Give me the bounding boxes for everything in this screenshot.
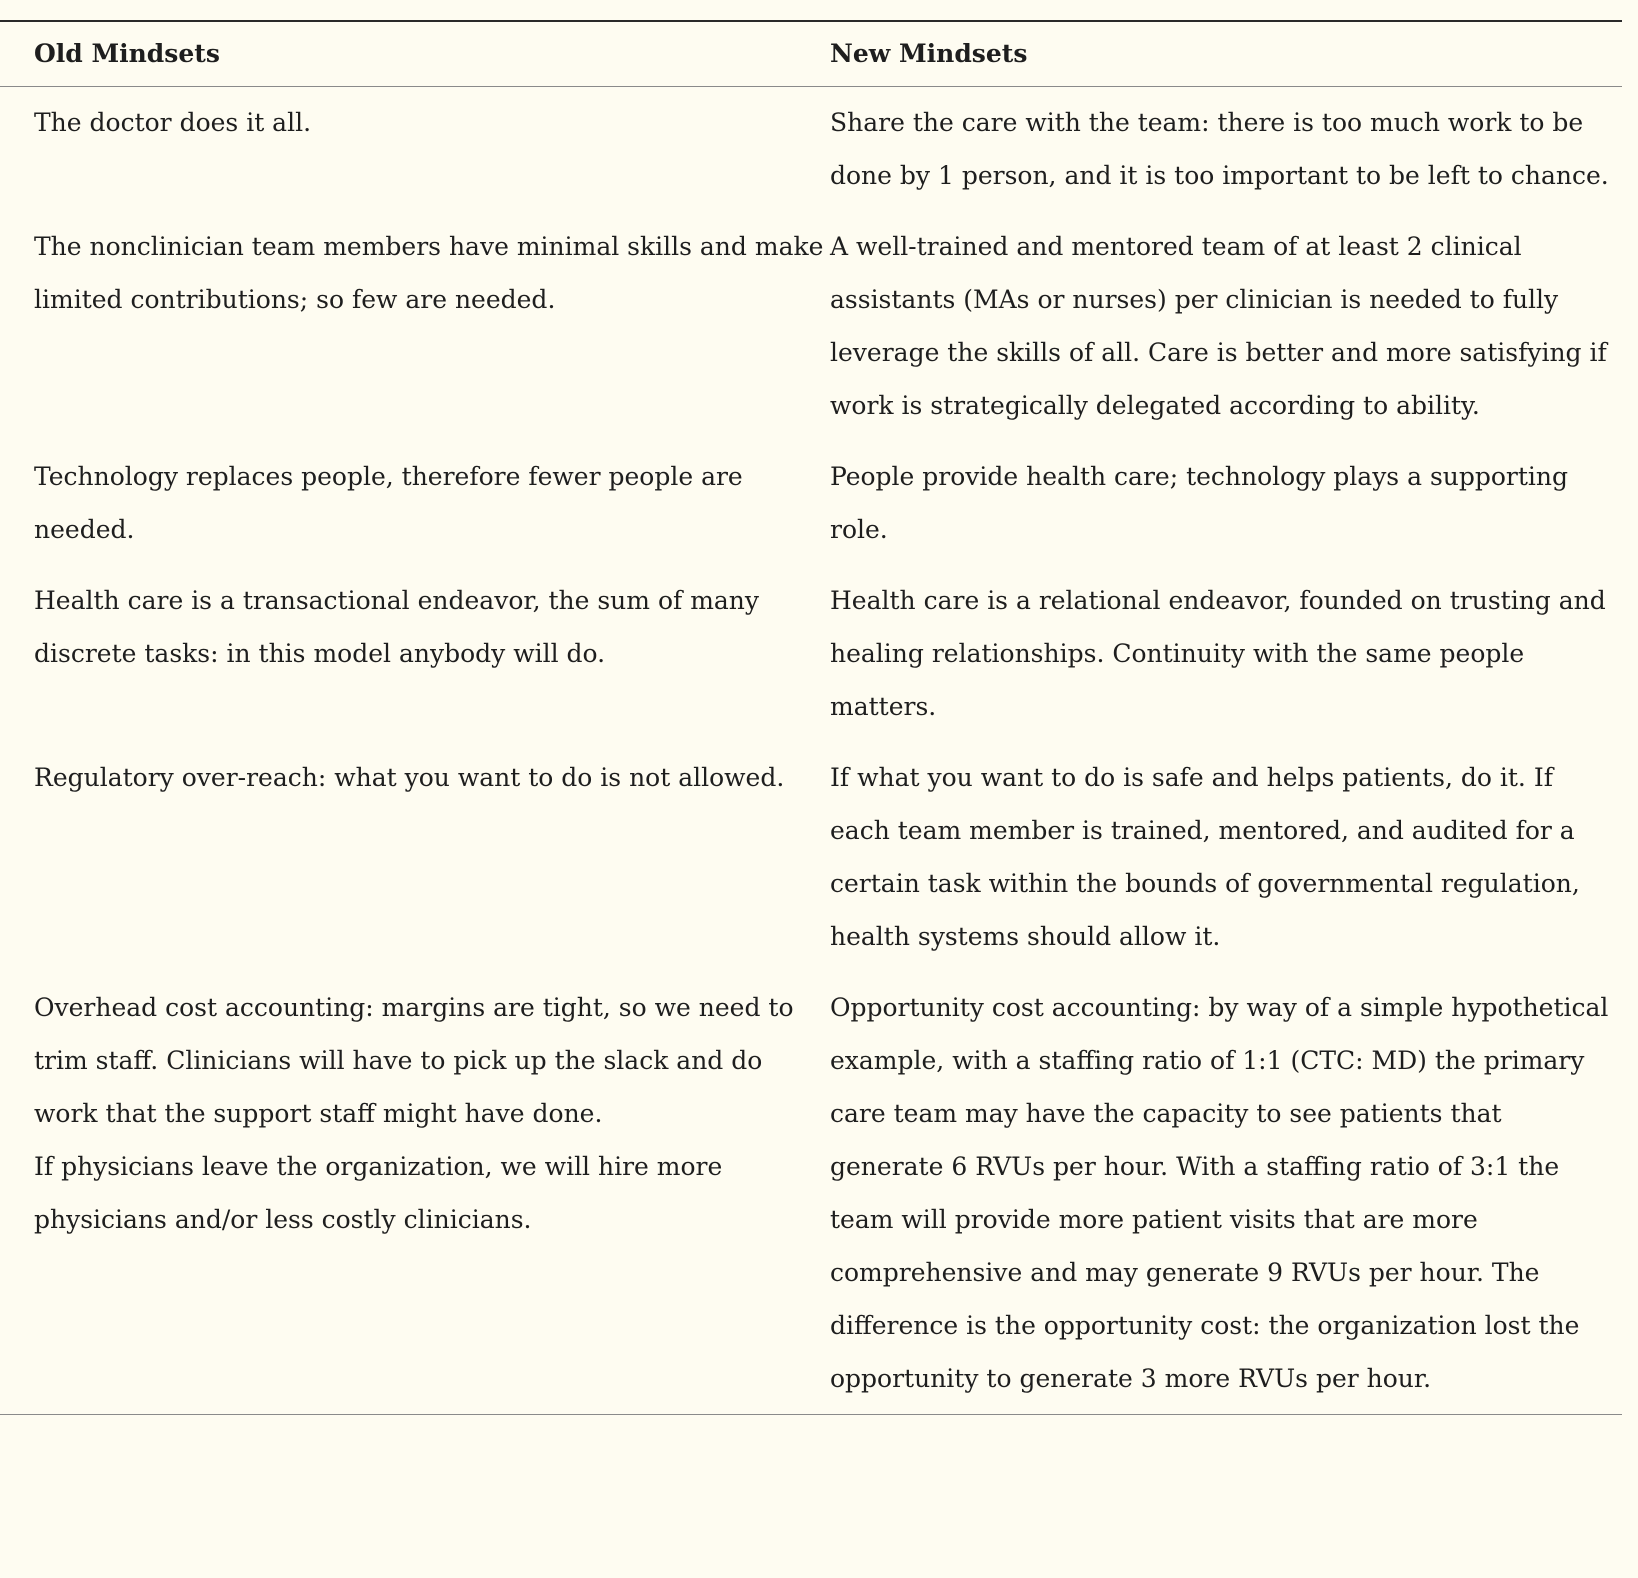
old-mindset-cell xyxy=(0,87,825,212)
table-body xyxy=(0,87,1622,1415)
new-mindset-text: A well-trained and mentored team of at least 2 clinical assistants (MAs or nurses) per clinician is needed to fully leverage the skills of all. Care is better and more satisfying if work is strategically delegated according to ability. xyxy=(830,232,1607,420)
new-mindset-text: People provide health care; technology plays a supporting role. xyxy=(830,462,1569,544)
new-mindset-cell xyxy=(825,742,1622,972)
new-mindset-cell xyxy=(825,211,1622,441)
table-row xyxy=(0,211,1622,441)
header-old-mindsets: Old Mindsets xyxy=(34,39,220,68)
old-mindset-cell xyxy=(0,211,825,441)
new-mindset-text: Share the care with the team: there is too much work to be done by 1 person, and it is too important to be left to chance. xyxy=(830,108,1609,190)
mindsets-table xyxy=(0,20,1622,1415)
header-row xyxy=(0,21,1622,87)
new-mindset-cell xyxy=(825,441,1622,565)
new-mindset-text: Opportunity cost accounting: by way of a simple hypothetical example, with a staffing ratio of 1:1 (CTC: MD) the primary care team may have the capacity to see patients that generate 6 RVUs per hour. With a staffing ratio of 3:1 the team will provide more patient visits that are more comprehensive and may generate 9 RVUs per hour. The difference is the opportunity cost: the organization lost the opportunity to generate 3 more RVUs per hour. xyxy=(830,993,1609,1393)
old-mindset-cell xyxy=(0,972,825,1415)
new-mindset-cell xyxy=(825,972,1622,1415)
old-mindset-cell xyxy=(0,441,825,565)
table-row xyxy=(0,742,1622,972)
table-header xyxy=(0,21,1622,87)
table-row xyxy=(0,972,1622,1415)
old-mindset-text: The nonclinician team members have minimal skills and make limited contributions; so few are needed. xyxy=(34,232,824,314)
old-mindset-text: Technology replaces people, therefore fewer people are needed. xyxy=(34,462,743,544)
old-mindset-text: If physicians leave the organization, we will hire more physicians and/or less costly clinicians. xyxy=(34,1152,723,1234)
old-mindset-text: Health care is a transactional endeavor, the sum of many discrete tasks: in this model anybody will do. xyxy=(34,586,760,668)
old-mindset-cell xyxy=(0,742,825,972)
old-mindset-cell xyxy=(0,565,825,742)
mindsets-table-container xyxy=(0,20,1622,1415)
new-mindset-text: Health care is a relational endeavor, founded on trusting and healing relationships. Continuity with the same people matters. xyxy=(830,586,1606,721)
old-mindset-text: Overhead cost accounting: margins are tight, so we need to trim staff. Clinicians will have to pick up the slack and do work that the support staff might have done. xyxy=(34,993,794,1128)
old-mindset-text: Regulatory over-reach: what you want to do is not allowed. xyxy=(34,763,785,792)
table-row xyxy=(0,87,1622,212)
old-mindset-text: The doctor does it all. xyxy=(34,108,312,137)
table-row xyxy=(0,565,1622,742)
new-mindset-cell xyxy=(825,565,1622,742)
new-mindset-cell xyxy=(825,87,1622,212)
new-mindset-text: If what you want to do is safe and helps patients, do it. If each team member is trained, mentored, and audited for a certain task within the bounds of governmental regulation, health systems should allow it. xyxy=(830,763,1580,951)
header-new-mindsets: New Mindsets xyxy=(830,39,1028,68)
table-row xyxy=(0,441,1622,565)
